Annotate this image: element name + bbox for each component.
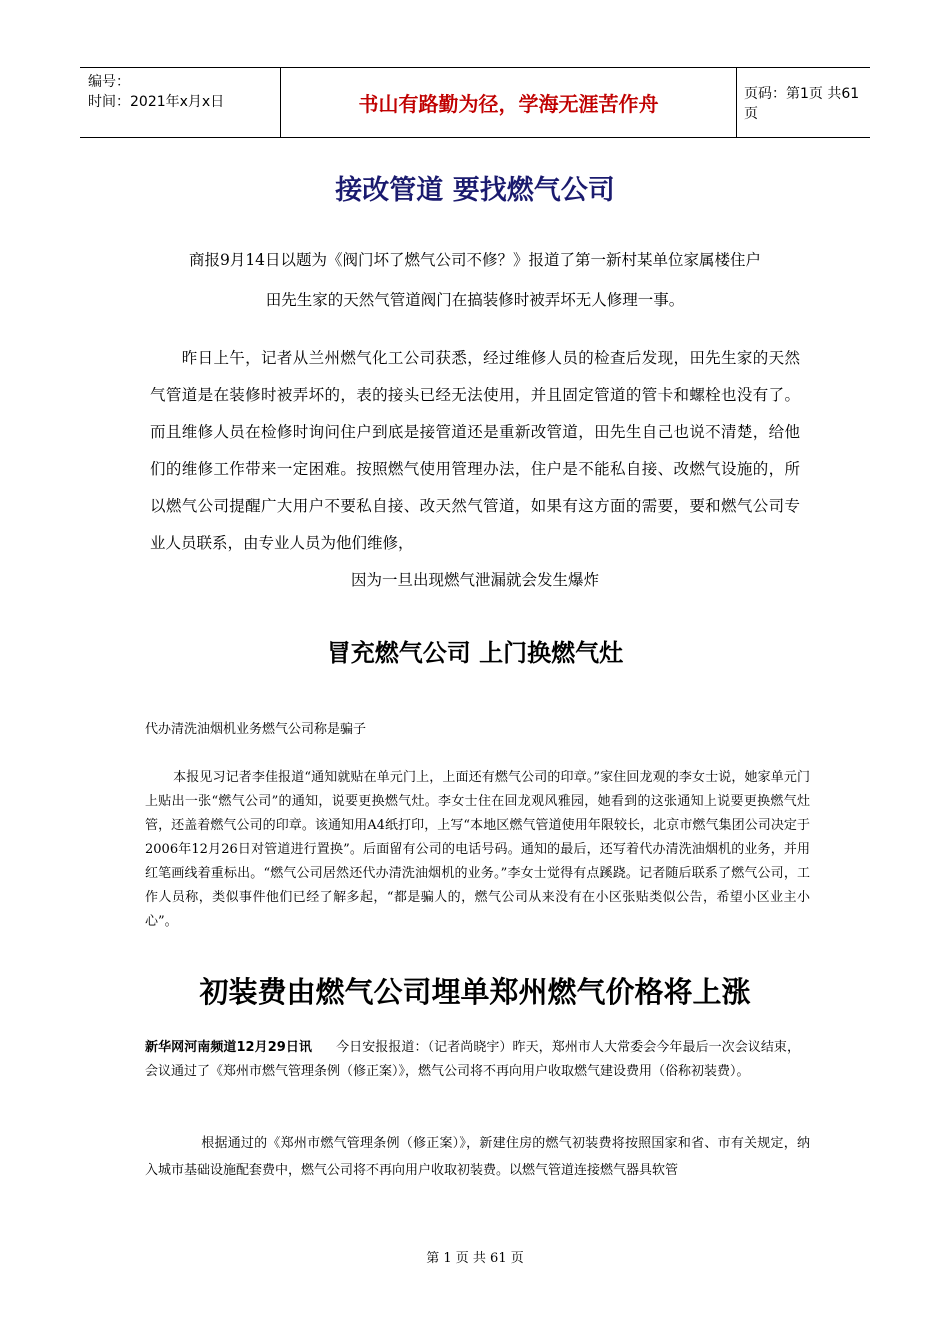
header-page-info: 页码：第1页 共61页 [744, 85, 860, 122]
article3-title: 初装费由燃气公司埋单郑州燃气价格将上涨 [199, 975, 751, 1009]
lede-line-1: 商报9月14日以题为《阀门坏了燃气公司不修？》报道了第一新村某单位家属楼住户 [188, 251, 762, 269]
article3-body1 [145, 1036, 800, 1084]
number-label: 编号： [88, 74, 130, 90]
header-table [80, 67, 870, 138]
article3-dateline: 新华网河南频道12月29日讯 [145, 1040, 313, 1055]
article1-body-text: 昨日上午，记者从兰州燃气化工公司获悉，经过维修人员的检查后发现，田先生家的天然气管道是在装修时被弄坏的，表的接头已经无法使用，并且固定管道的管卡和螺栓也没有了。而且维修人员在检修时询问住户到底是接管道还是重新改管道，田先生自己也说不清楚，给他们的维修工作带来一定困难。按照燃气使用管理办法，住户是不能私自接、改燃气设施的，所以燃气公司提醒广大用户不要私自接、改天然气管道，如果有这方面的需要，要和燃气公司专业人员联系，由专业人员为他们维修， [150, 349, 800, 552]
header-motto: 书山有路勤为径，学海无涯苦作舟 [280, 68, 737, 137]
article1-body [150, 340, 800, 599]
article1-lede [130, 240, 820, 320]
article3-body2-text: 根据通过的《郑州市燃气管理条例（修正案）》，新建住房的燃气初装费将按照国家和省、市有关规定，纳入城市基础设施配套费中，燃气公司将不再向用户收取初装费。以燃气管道连接燃气器具软管 [145, 1136, 810, 1178]
article1-title: 接改管道 要找燃气公司 [335, 175, 615, 206]
article3-body2 [145, 1130, 810, 1184]
page-footer: 第 1 页 共 61 页 [426, 1251, 524, 1266]
article3-body1-text: 今日安报报道：（记者尚晓宇）昨天，郑州市人大常委会今年最后一次会议结束，会议通过了《郑州市燃气管理条例（修正案）》，燃气公司将不再向用户收取燃气建设费用（俗称初装费）。 [145, 1040, 800, 1079]
article2-subtitle: 代办清洗油烟机业务燃气公司称是骗子 [145, 722, 367, 737]
article2-body [145, 766, 810, 934]
lede-line-2: 田先生家的天然气管道阀门在搞装修时被弄坏无人修理一事。 [265, 291, 685, 309]
article2-title: 冒充燃气公司 上门换燃气灶 [326, 639, 624, 667]
article2-body-text: 本报见习记者李佳报道“通知就贴在单元门上，上面还有燃气公司的印章。”家住回龙观的李女士说，她家单元门上贴出一张“燃气公司”的通知，说要更换燃气灶。李女士住在回龙观风雅园，她看到的这张通知上说要更换燃气灶管，还盖着燃气公司的印章。该通知用A4纸打印，上写“本地区燃气管道使用年限较长，北京市燃气集团公司决定于2006年12月26日对管道进行置换”。后面留有公司的电话号码。通知的最后，还写着代办清洗油烟机的业务，并用红笔画线着重标出。“燃气公司居然还代办清洗油烟机的业务。”李女士觉得有点蹊跷。记者随后联系了燃气公司，工作人员称，类似事件他们已经了解多起，“都是骗人的，燃气公司从来没有在小区张贴类似公告，希望小区业主小心”。 [145, 770, 810, 929]
time-label: 时间：2021年x月x日 [88, 94, 225, 110]
article1-body-last: 因为一旦出现燃气泄漏就会发生爆炸 [350, 571, 599, 589]
header-meta [80, 68, 280, 137]
